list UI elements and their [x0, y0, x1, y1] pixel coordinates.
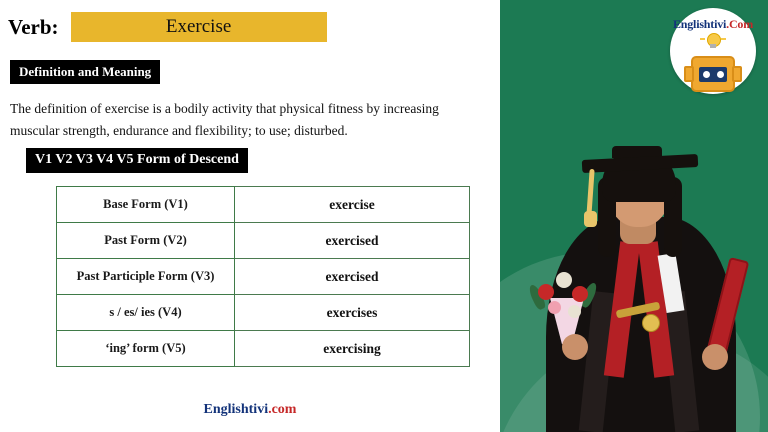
flower-icon — [572, 286, 588, 302]
table-row — [57, 259, 470, 295]
form-value: exercised — [235, 223, 470, 259]
form-label: Past Form (V2) — [57, 223, 235, 259]
table-row — [57, 331, 470, 367]
tassel-knot — [584, 211, 597, 227]
bulb-base — [710, 44, 716, 48]
definition-text: The definition of exercise is a bodily activity that physical fitness by increasing muscular strength, endurance and flexibility; to use; disturbed. — [10, 101, 439, 139]
bulb-ray-right — [721, 38, 726, 40]
graduate-photo — [524, 102, 754, 432]
robot-screen — [699, 67, 727, 82]
form-value: exercising — [235, 331, 470, 367]
flower-icon — [538, 284, 554, 300]
definition-section-tag: Definition and Meaning — [10, 60, 160, 84]
brand-logo-badge — [670, 8, 756, 94]
flower-icon — [548, 301, 561, 314]
flower-icon — [556, 272, 572, 288]
logo-brand-main: Englishtivi — [672, 17, 727, 31]
form-label: s / es/ ies (V4) — [57, 295, 235, 331]
robot-arm-right — [732, 66, 742, 82]
footer-brand-suffix: .com — [268, 402, 297, 417]
medal-icon — [642, 314, 660, 332]
table-row — [57, 223, 470, 259]
form-label: Base Form (V1) — [57, 187, 235, 223]
table-row — [57, 295, 470, 331]
hand-left — [562, 334, 588, 360]
robot-tv-icon — [691, 56, 735, 92]
flower-bouquet — [532, 254, 602, 344]
robot-eye — [717, 71, 724, 78]
logo-wordmark — [673, 17, 753, 32]
flower-icon — [568, 305, 581, 318]
table-row — [57, 187, 470, 223]
form-label: Past Participle Form (V3) — [57, 259, 235, 295]
verb-header-row — [8, 12, 327, 42]
verb-label: Verb: — [8, 15, 59, 39]
logo-brand-suffix: .Com — [726, 17, 754, 31]
verb-forms-table — [56, 186, 470, 367]
robot-eye — [703, 71, 710, 78]
form-value: exercises — [235, 295, 470, 331]
forms-section-tag: V1 V2 V3 V4 V5 Form of Descend — [26, 148, 248, 173]
form-value: exercised — [235, 259, 470, 295]
footer-brand — [0, 402, 500, 418]
bulb-ray-left — [700, 38, 705, 40]
footer-brand-main: Englishtivi — [203, 402, 269, 417]
lightbulb-icon — [703, 33, 723, 55]
form-value: exercise — [235, 187, 470, 223]
robot-arm-left — [684, 66, 694, 82]
right-decorative-panel — [500, 0, 768, 432]
verb-value-chip: Exercise — [71, 12, 327, 42]
hand-right — [702, 344, 728, 370]
form-label: ‘ing’ form (V5) — [57, 331, 235, 367]
tassel-icon — [586, 169, 594, 217]
